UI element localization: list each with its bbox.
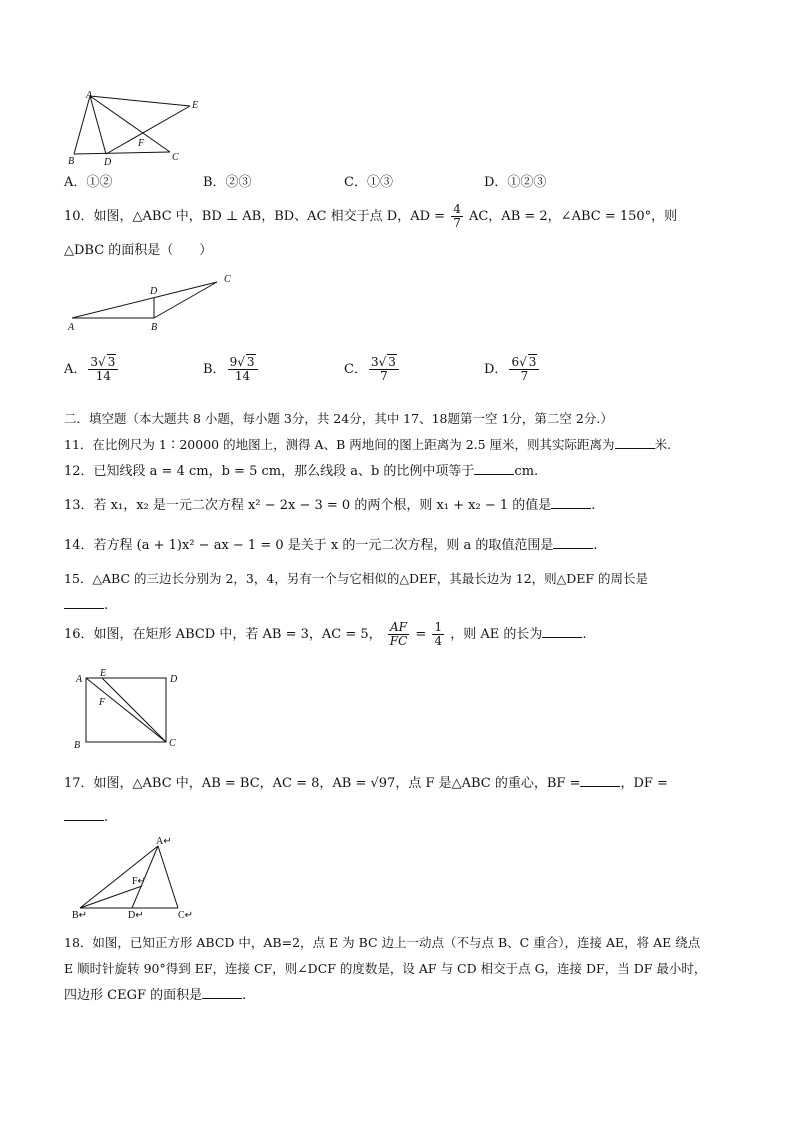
q17-label-d: D↵ <box>128 910 144 921</box>
q13-blank <box>551 496 591 509</box>
q10-frac-num: 4 <box>453 202 461 216</box>
q12-blank <box>474 462 514 475</box>
q16-value: $\frac{1}{4}$ <box>434 620 443 648</box>
q14-blank <box>553 536 593 549</box>
q17-blank-1 <box>580 774 620 787</box>
q16-label-e: E <box>100 668 107 679</box>
q11: 11．在比例尺为 1∶20000 的地图上，测得 A、B 两地间的图上距离为 2.5 厘米，则其实际距离为 米. <box>64 437 672 452</box>
q9-option-c: C．①③ <box>344 175 393 190</box>
q16-label-a: A <box>76 674 83 685</box>
q9-option-d: D．①②③ <box>484 175 547 190</box>
q10-stem <box>64 203 734 230</box>
q17: 17．如图，△ABC 中，AB = BC，AC = 8，AB = √97，点 F 是△ABC 的重心，BF = ，DF = <box>64 776 668 791</box>
q17-label-c: C↵ <box>178 910 194 921</box>
q9-label-f: F <box>138 138 145 149</box>
q9-label-d: D <box>104 157 112 168</box>
q16: 16．如图，在矩形 ABCD 中，若 AB = 3，AC = 5， $\frac{AF}{FC}$ = $\frac{1}{4}$ ，则 AE 的长为 . <box>64 620 587 648</box>
q17-label-b: B↵ <box>72 910 88 921</box>
q17-label-a: A↵ <box>156 836 172 847</box>
q12: 12．已知线段 a = 4 cm，b = 5 cm，那么线段 a、b 的比例中项等于 cm. <box>64 464 539 479</box>
q10-text-c: △DBC 的面积是（ ） <box>64 243 213 258</box>
q10-option-a: A． $\frac{3√ 3}{14}$ <box>64 356 120 384</box>
q18-line-2: E 顺时针旋转 90°得到 EF，连接 CF，则∠DCF 的度数是，设 AF 与 CD 相交于点 G，连接 DF，当 DF 最小时， <box>64 961 707 976</box>
q18-line-1: 18．如图，已知正方形 ABCD 中，AB=2，点 E 为 BC 边上一动点（不与点 B、C 重合），连接 AE，将 AE 绕点 <box>64 935 701 950</box>
q18-blank <box>202 986 242 999</box>
q16-label-c: C <box>169 738 176 749</box>
q16-fraction: $\frac{AF}{FC}$ <box>389 620 408 648</box>
q16-label-b: B <box>74 740 81 751</box>
q15-answer: . <box>64 596 734 615</box>
q10-label-d: D <box>150 286 158 297</box>
q15: 15．△ABC 的三边长分别为 2，3，4，另有一个与它相似的△DEF，其最长边为 12，则△DEF 的周长是 <box>64 571 649 586</box>
q15-blank <box>64 596 104 609</box>
q9-option-a: A．①② <box>64 175 113 190</box>
q9-figure <box>62 88 212 168</box>
q16-label-f: F <box>99 697 106 708</box>
q9-label-a: A <box>86 90 93 101</box>
q17-label-f: F↵ <box>132 876 146 887</box>
q9-option-b: B．②③ <box>203 175 252 190</box>
q10-fraction <box>451 203 463 230</box>
q18-line-3: 四边形 CEGF 的面积是 . <box>64 988 247 1003</box>
section-heading: 二．填空题（本大题共 8 小题，每小题 3分，共 24分，其中 17、18题第一空 1分，第二空 2分.） <box>64 411 613 426</box>
q16-label-d: D <box>170 674 178 685</box>
q9-label-e: E <box>192 100 199 111</box>
q10-option-d: D． $\frac{6√ 3}{7}$ <box>484 356 541 384</box>
q10-text-b: AC，AB = 2，∠ABC = 150°，则 <box>468 209 678 224</box>
q10-frac-den: 7 <box>453 216 461 230</box>
q10-label-b: B <box>151 322 158 332</box>
q14: 14．若方程 (a + 1)x² − ax − 1 = 0 是关于 x 的一元二次方程，则 a 的取值范围是 . <box>64 538 598 553</box>
q10-label-c: C <box>224 274 231 285</box>
q9-label-b: B <box>68 156 75 167</box>
q17-figure <box>70 834 210 922</box>
q10-option-b: B． $\frac{9√ 3}{14}$ <box>203 356 260 384</box>
q10-option-c: C． $\frac{3√ 3}{7}$ <box>344 356 401 384</box>
q9-label-c: C <box>172 152 179 163</box>
q13: 13．若 x₁，x₂ 是一元二次方程 x² − 2x − 3 = 0 的两个根，则 x₁ + x₂ − 1 的值是 . <box>64 498 596 513</box>
q16-blank <box>542 625 582 638</box>
q10-figure <box>62 270 242 332</box>
q17-answer: . <box>64 808 734 827</box>
q11-blank <box>615 436 655 449</box>
q16-figure <box>70 668 190 752</box>
q10-text-a: 10．如图，△ABC 中，BD ⊥ AB，BD、AC 相交于点 D，AD = <box>64 209 446 224</box>
q17-blank-2 <box>64 808 104 821</box>
q10-label-a: A <box>68 322 75 332</box>
